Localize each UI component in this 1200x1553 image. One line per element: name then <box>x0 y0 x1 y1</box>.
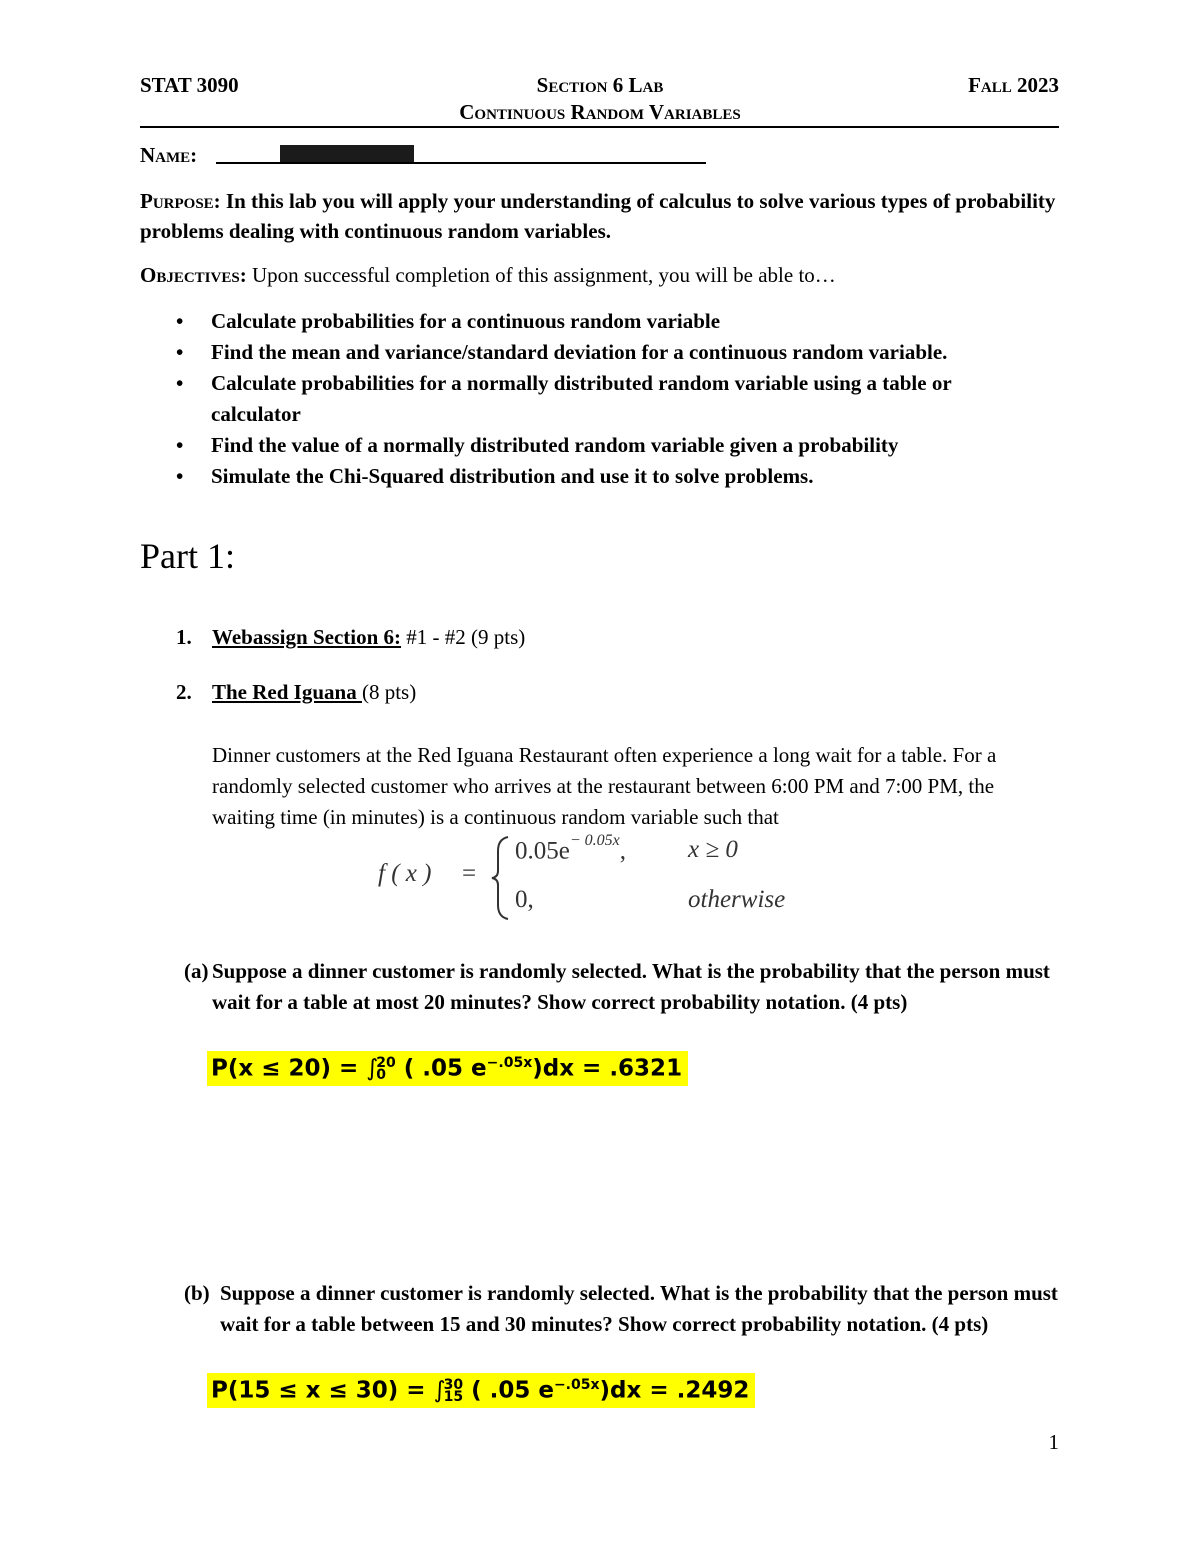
list-item: • Calculate probabilities for a continuous random variable <box>140 306 1020 337</box>
objectives-list <box>140 306 1020 492</box>
bullet-icon: • <box>176 464 184 488</box>
term: Fall 2023 <box>968 73 1059 97</box>
purpose-text: In this lab you will apply your understanding of calculus to solve various types of probability problems dealing with continuous random variables. <box>140 189 1056 243</box>
objectives-intro-text: Upon successful completion of this assignment, you will be able to… <box>246 263 836 287</box>
question-2 <box>176 680 416 705</box>
question-number: 1. <box>176 625 192 649</box>
integral-icon: ∫ <box>366 1055 379 1082</box>
question-number: 2. <box>176 680 192 704</box>
bullet-icon: • <box>176 309 184 333</box>
list-item: • Find the mean and variance/standard deviation for a continuous random variable. <box>140 337 1020 368</box>
pdf-case-2-condition: otherwise <box>688 886 786 913</box>
page-number: 1 <box>1048 1430 1059 1454</box>
bullet-icon: • <box>176 340 184 364</box>
redaction-bar <box>280 145 414 162</box>
purpose-paragraph <box>140 186 1060 246</box>
objectives-label: Objectives: <box>140 263 247 287</box>
question-1 <box>176 625 525 650</box>
part-a-label: (a) <box>184 959 209 983</box>
section-title: Section 6 Lab <box>536 73 664 97</box>
lab-subtitle: Continuous Random Variables <box>459 100 741 124</box>
part-b-label: (b) <box>184 1281 210 1305</box>
question-points: (8 pts) <box>361 680 417 704</box>
pdf-case-1-condition: x ≥ 0 <box>688 836 738 863</box>
header-divider <box>140 126 1059 128</box>
list-item: • Simulate the Chi-Squared distribution and use it to solve problems. <box>140 461 1020 492</box>
name-row <box>140 143 197 168</box>
question-title: Webassign Section 6: <box>212 625 402 649</box>
list-item: • Find the value of a normally distributed random variable given a probability <box>140 430 1020 461</box>
name-label: Name: <box>140 143 198 167</box>
part-b-answer: P(15 ≤ x ≤ 30) = ∫ 30 15 ( .05 $e^{-.05x})dx = .2492$ <box>207 1373 755 1408</box>
question-title: The Red Iguana <box>212 680 362 704</box>
part-title: Part 1: <box>140 536 235 576</box>
course-code: STAT 3090 <box>140 73 239 97</box>
pdf-case-1: $0.05e^{- 0.05x}$, <box>515 832 627 865</box>
part-a-question <box>184 956 1064 1018</box>
part-b-question <box>184 1278 1064 1340</box>
question-points: #1 - #2 (9 pts) <box>401 625 526 649</box>
pdf-lhs: f ( x ) <box>378 860 432 887</box>
left-brace-icon <box>490 835 512 921</box>
part-a-text: Suppose a dinner customer is randomly selected. What is the probability that the person must wait for a table at most 20 minutes? Show correct probability notation. (4 pts) <box>212 959 1050 1014</box>
part-a-answer: P(x ≤ 20) = ∫ 20 0 ( .05 $e^{-.05x})dx = .6321$ <box>207 1051 688 1086</box>
part-b-text: Suppose a dinner customer is randomly selected. What is the probability that the person must wait for a table between 15 and 30 minutes? Show correct probability notation. (4 pts) <box>220 1281 1058 1336</box>
pdf-equals: = <box>462 860 477 887</box>
purpose-label: Purpose: <box>140 189 221 213</box>
objectives-intro <box>140 260 1060 290</box>
problem-text: Dinner customers at the Red Iguana Restaurant often experience a long wait for a table. For a randomly selected customer who arrives at the restaurant between 6:00 PM and 7:00 PM, the waiting time (in minutes) is a continuous random variable such that <box>212 743 997 829</box>
list-item: • Calculate probabilities for a normally distributed random variable using a table or calculator <box>140 368 1020 430</box>
integral-icon: ∫ <box>433 1377 446 1404</box>
name-field[interactable] <box>216 162 706 164</box>
pdf-case-2: 0, <box>515 886 534 913</box>
bullet-icon: • <box>176 433 184 457</box>
bullet-icon: • <box>176 371 184 395</box>
